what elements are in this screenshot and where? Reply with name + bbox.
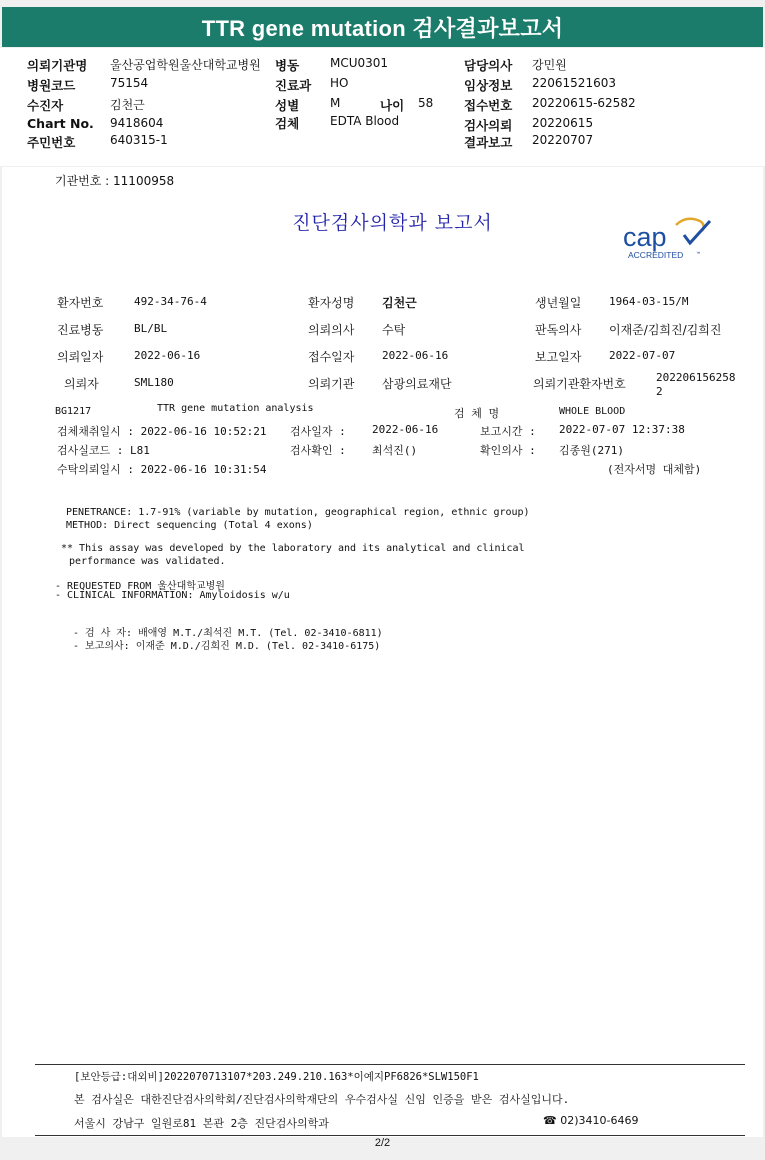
cap-trademark: ™ <box>696 251 701 256</box>
patient-name-value: 김천근 <box>382 296 417 310</box>
receipt-value: 20220615-62582 <box>532 96 636 110</box>
patient-no-label: 환자번호 <box>57 296 104 310</box>
test-date-value: 2022-06-16 <box>372 423 439 436</box>
cap-swoosh-icon <box>676 219 704 231</box>
report-sheet <box>2 167 763 1137</box>
phone-contact <box>543 1114 638 1127</box>
recv-date-value: 2022-06-16 <box>382 349 449 362</box>
request-info-header <box>0 48 765 166</box>
cap-checkmark-icon <box>684 221 710 243</box>
dob-value: 1964-03-15/M <box>609 295 689 308</box>
hospital-code-value: 75154 <box>110 76 149 90</box>
clinical-info-value: 22061521603 <box>532 76 616 90</box>
requester-value: SML180 <box>134 376 174 389</box>
test-name: TTR gene mutation analysis <box>157 403 314 414</box>
request-date-value: 20220615 <box>532 116 594 130</box>
patient-label: 수진자 <box>27 98 64 113</box>
patient-name-label: 환자성명 <box>308 296 355 310</box>
phone-icon: ☎ <box>543 1114 557 1127</box>
reader-label: 판독의사 <box>535 323 582 337</box>
req-inst-value: 삼광의료재단 <box>382 377 452 391</box>
specimen-value: EDTA Blood <box>330 114 400 128</box>
hospital-label: 의뢰기관명 <box>27 58 88 73</box>
clinical-information: - CLINICAL INFORMATION: Amyloidosis w/u <box>55 590 290 601</box>
test-date-label: 검사일자 : <box>290 425 346 438</box>
sex-label: 성별 <box>275 98 300 113</box>
tester-info: - 검 사 자: 배애영 M.T./최석진 M.T. (Tel. 02-3410-6811) <box>73 628 383 639</box>
confirm-doctor-label: 확인의사 : <box>480 444 536 457</box>
ward-label: 병동 <box>275 58 300 73</box>
doctor-label: 담당의사 <box>464 58 513 73</box>
footer-bottom-rule <box>35 1135 745 1136</box>
req-inst-label: 의뢰기관 <box>308 377 355 391</box>
address-line: 서울시 강남구 일원로81 본관 2층 진단검사의학과 <box>74 1117 329 1130</box>
confirm-value: 최석진() <box>372 444 418 457</box>
report-time-value: 2022-07-07 12:37:38 <box>559 423 685 436</box>
cap-accredited-text: ACCREDITED <box>628 250 684 260</box>
confirm-label: 검사확인 : <box>290 444 346 457</box>
lab-code: 검사실코드 : L81 <box>57 444 150 457</box>
doctor-value: 강민원 <box>532 58 567 72</box>
certification-line: 본 검사실은 대한진단검사의학회/진단검사의학재단의 우수검사실 신임 인증을 받은 검사실입니다. <box>74 1093 570 1106</box>
req-inst-pt-value-1: 202206156258 <box>656 371 736 384</box>
test-code: BG1217 <box>55 406 92 417</box>
requested-from: - REQUESTED FROM 울산대학교병원 <box>55 581 225 592</box>
confirm-doctor-value: 김종원(271) <box>559 444 624 457</box>
age-value: 58 <box>418 96 434 110</box>
rrn-value: 640315-1 <box>110 133 168 147</box>
method-line: METHOD: Direct sequencing (Total 4 exons) <box>66 520 313 531</box>
security-line: [보안등급:대외비]2022070713107*203.249.210.163*이예지PF6826*SLW150F1 <box>74 1071 479 1083</box>
report-date-label: 보고일자 <box>535 350 582 364</box>
patient-value: 김천근 <box>110 98 145 112</box>
hospital-value: 울산공업학원울산대학교병원 <box>110 58 261 72</box>
page-number: 2/2 <box>374 1137 391 1149</box>
req-inst-pt-value-2: 2 <box>656 385 663 398</box>
request-date-label: 검사의뢰 <box>464 118 513 133</box>
institution-number: 기관번호 : 11100958 <box>55 174 175 188</box>
req-date-label: 의뢰일자 <box>57 350 104 364</box>
reporter-info: - 보고의사: 이재준 M.D./김희진 M.D. (Tel. 02-3410-6175) <box>73 641 381 652</box>
report-title: TTR gene mutation 검사결과보고서 <box>201 15 564 41</box>
cap-accredited-logo <box>620 215 720 263</box>
req-date-value: 2022-06-16 <box>134 349 201 362</box>
patient-no-value: 492-34-76-4 <box>134 295 207 308</box>
ward-value-2: BL/BL <box>134 322 168 335</box>
result-date-value: 20220707 <box>532 133 594 147</box>
consign-datetime: 수탁의뢰일시 : 2022-06-16 10:31:54 <box>57 463 267 476</box>
cap-logo-text: cap <box>623 222 667 252</box>
chart-no-value: 9418604 <box>110 116 164 130</box>
hospital-code-label: 병원코드 <box>27 78 76 93</box>
sex-value: M <box>330 96 341 110</box>
clinical-info-label: 임상정보 <box>464 78 513 93</box>
report-time-label: 보고시간 : <box>480 425 536 438</box>
rrn-label: 주민번호 <box>27 135 76 150</box>
penetrance-line: PENETRANCE: 1.7-91% (variable by mutation, geographical region, ethnic group) <box>66 507 530 518</box>
dob-label: 생년월일 <box>535 296 582 310</box>
report-date-value: 2022-07-07 <box>609 349 676 362</box>
specimen-name-value: WHOLE BLOOD <box>559 406 626 417</box>
reader-value: 이재준/김희진/김희진 <box>609 323 722 337</box>
report-title-bar <box>2 7 763 47</box>
req-inst-pt-label: 의뢰기관환자번호 <box>533 377 626 391</box>
age-label: 나이 <box>380 98 405 113</box>
collect-datetime: 검체채취일시 : 2022-06-16 10:52:21 <box>57 425 267 438</box>
chart-no-label: Chart No. <box>27 116 94 131</box>
specimen-label: 검체 <box>275 116 300 131</box>
receipt-label: 접수번호 <box>464 98 513 113</box>
assay-note-line-1: ** This assay was developed by the laboratory and its analytical and clinical <box>61 543 525 554</box>
req-doctor-label: 의뢰의사 <box>308 323 355 337</box>
specimen-name-label: 검 체 명 <box>454 407 500 420</box>
dept-value: HO <box>330 76 349 90</box>
req-doctor-value: 수탁 <box>382 323 406 337</box>
result-date-label: 결과보고 <box>464 135 513 150</box>
assay-note-line-2: performance was validated. <box>69 556 226 567</box>
ward-label-2: 진료병동 <box>57 323 104 337</box>
electronic-signature-note: (전자서명 대체함) <box>607 463 702 476</box>
footer-top-rule <box>35 1064 745 1065</box>
ward-value: MCU0301 <box>330 56 389 70</box>
recv-date-label: 접수일자 <box>308 350 355 364</box>
dept-label: 진료과 <box>275 78 312 93</box>
phone-number: 02)3410-6469 <box>560 1114 639 1127</box>
document-title: 진단검사의학과 보고서 <box>292 212 493 234</box>
requester-label: 의뢰자 <box>64 377 99 391</box>
